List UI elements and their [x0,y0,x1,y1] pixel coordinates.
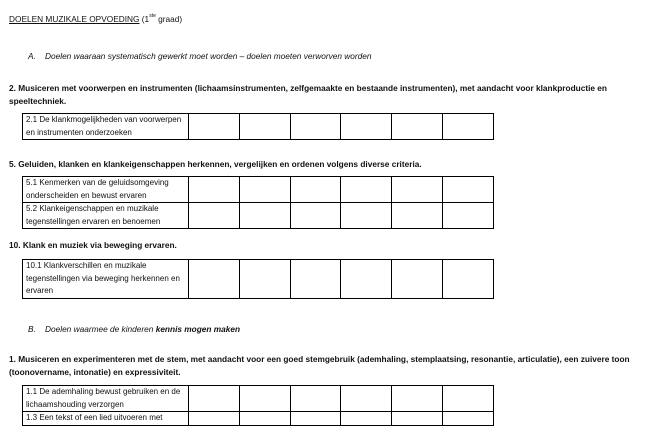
goal-1-table [22,385,494,426]
title-text: DOELEN MUZIKALE OPVOEDING [9,14,140,24]
goal-2-heading: 2. Musiceren met voorwerpen en instrumenten (lichaamsinstrumenten, zelfgemaakte en bestaande instrumenten), met aandacht voor klankproductie en speeltechniek. [9,83,607,106]
table-row [23,177,494,203]
evaluation-cell[interactable] [290,203,341,229]
table-row [23,114,494,140]
goal-label-cell: 5.2 Klankeigenschappen en muzikale tegenstellingen ervaren en benoemen [23,203,189,229]
evaluation-cell[interactable] [443,203,494,229]
evaluation-cell[interactable] [189,260,240,299]
evaluation-cell[interactable] [239,203,290,229]
evaluation-cell[interactable] [443,412,494,426]
goal-label-cell: 1.3 Een tekst of een lied uitvoeren met [23,412,189,426]
evaluation-cell[interactable] [443,177,494,203]
document-title [9,14,182,24]
goal-10-heading: 10. Klank en muziek via beweging ervaren. [9,240,177,250]
evaluation-cell[interactable] [341,177,392,203]
grade-label: (1ste graad) [141,13,183,24]
goal-5-table [22,176,494,229]
evaluation-cell[interactable] [189,203,240,229]
section-b-heading: B. Doelen waarmee de kinderen kennis mogen maken [28,324,241,334]
evaluation-cell[interactable] [443,386,494,412]
evaluation-cell[interactable] [392,260,443,299]
goal-5-heading: 5. Geluiden, klanken en klankeigenschappen herkennen, vergelijken en ordenen volgens diverse criteria. [9,159,422,169]
evaluation-cell[interactable] [189,177,240,203]
table-row [23,203,494,229]
evaluation-cell[interactable] [341,114,392,140]
evaluation-cell[interactable] [392,177,443,203]
evaluation-cell[interactable] [189,114,240,140]
goal-label-cell: 5.1 Kenmerken van de geluidsomgeving onderscheiden en bewust ervaren [23,177,189,203]
evaluation-cell[interactable] [392,412,443,426]
evaluation-cell[interactable] [239,114,290,140]
evaluation-cell[interactable] [239,177,290,203]
goal-10-table [22,259,494,299]
evaluation-cell[interactable] [392,386,443,412]
evaluation-cell[interactable] [443,114,494,140]
evaluation-cell[interactable] [290,177,341,203]
goal-label-cell: 10.1 Klankverschillen en muzikale tegenstellingen via beweging herkennen en ervaren [23,260,189,299]
evaluation-cell[interactable] [290,386,341,412]
evaluation-cell[interactable] [341,412,392,426]
evaluation-cell[interactable] [239,386,290,412]
goal-1-heading: 1. Musiceren en experimenteren met de stem, met aandacht voor een goed stemgebruik (ademhaling, stemplaatsing, resonantie, articulatie), een zuivere toon (toonovername, intonatie) en expressiviteit. [9,354,630,377]
evaluation-cell[interactable] [341,203,392,229]
evaluation-cell[interactable] [341,386,392,412]
goal-2-table [22,113,494,140]
evaluation-cell[interactable] [290,260,341,299]
evaluation-cell[interactable] [392,114,443,140]
evaluation-cell[interactable] [290,114,341,140]
evaluation-cell[interactable] [290,412,341,426]
table-row [23,260,494,299]
evaluation-cell[interactable] [189,386,240,412]
evaluation-cell[interactable] [443,260,494,299]
evaluation-cell[interactable] [189,412,240,426]
goal-label-cell: 1.1 De ademhaling bewust gebruiken en de lichaamshouding verzorgen [23,386,189,412]
table-row [23,412,494,426]
evaluation-cell[interactable] [341,260,392,299]
goal-label-cell: 2.1 De klankmogelijkheden van voorwerpen en instrumenten onderzoeken [23,114,189,140]
evaluation-cell[interactable] [239,412,290,426]
table-row [23,386,494,412]
evaluation-cell[interactable] [239,260,290,299]
section-a-heading: A. Doelen waaraan systematisch gewerkt moet worden – doelen moeten verworven worden [28,51,372,61]
evaluation-cell[interactable] [392,203,443,229]
